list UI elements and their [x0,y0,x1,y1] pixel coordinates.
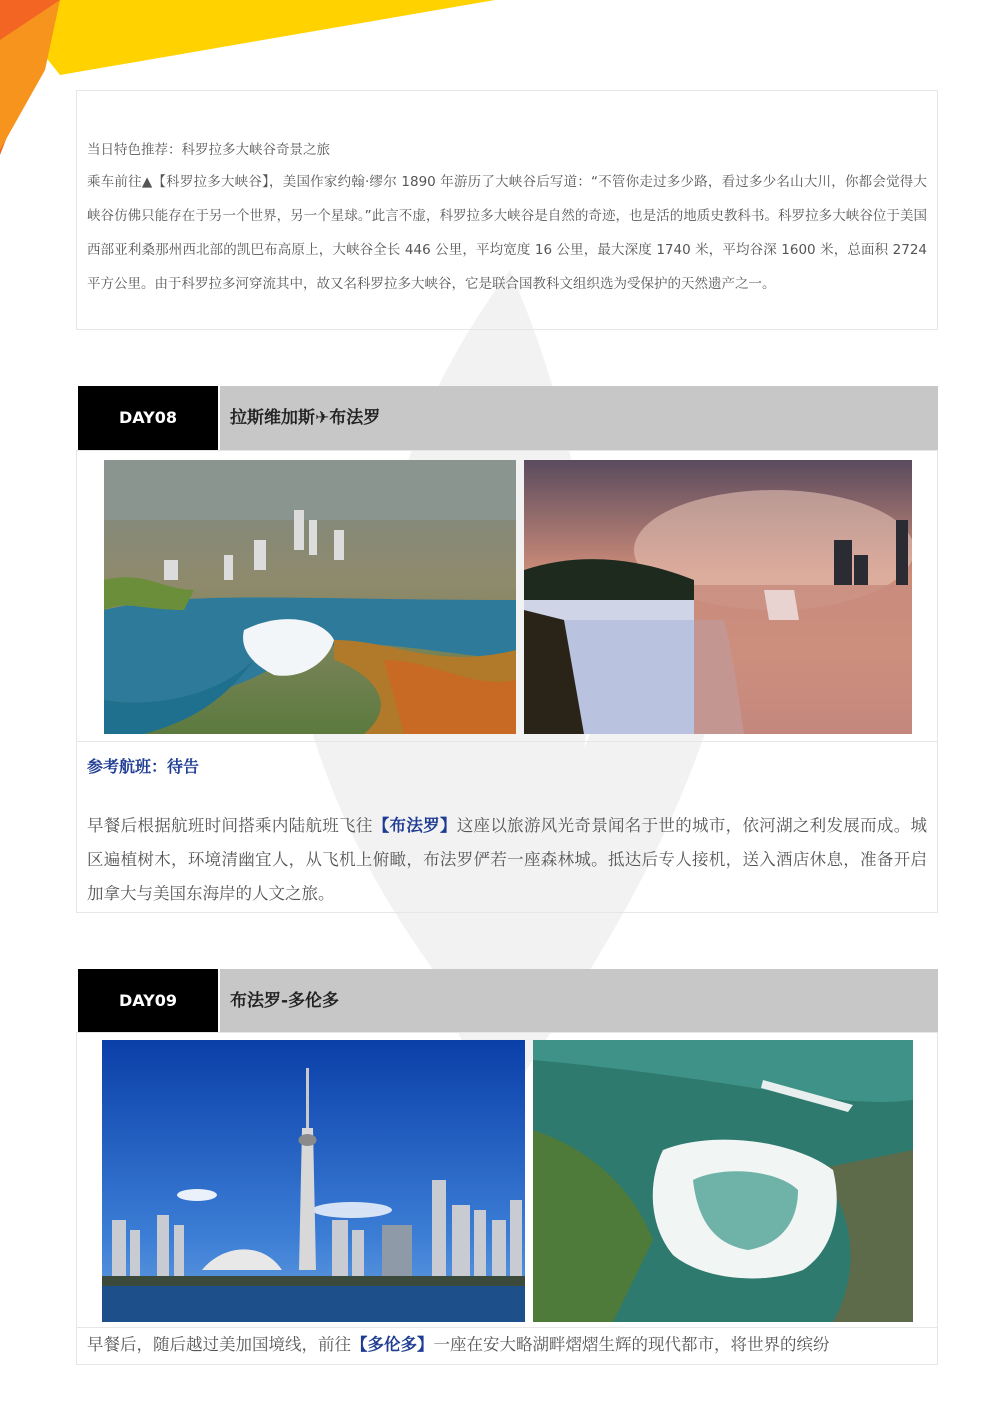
day09-highlight-toronto: 【多伦多】 [351,1335,434,1354]
day08-title: 拉斯维加斯✈布法罗 [220,386,938,450]
day08-text-before: 早餐后根据航班时间搭乘内陆航班飞往 [87,816,373,835]
day08-paragraph [87,809,927,911]
day08-text-after: 这座以旅游风光奇景闻名于世的城市，依河湖之利发展而成。城区遍植树木，环境清幽宜人，从飞机上俯瞰，布法罗俨若一座森林城。抵达后专人接机，送入酒店休息，准备开启加拿大与美国东海岸的人文之旅。 [87,816,928,903]
day08-photos [76,450,938,742]
horseshoe-falls-aerial-photo [533,1040,913,1322]
day09-label: DAY09 [78,969,218,1033]
day09-text-after: 一座在安大略湖畔熠熠生辉的现代都市，将世界的缤纷 [433,1335,830,1354]
intro-paragraph: 乘车前往▲【科罗拉多大峡谷】，美国作家约翰·缪尔 1890 年游历了大峡谷后写道：“不管你走过多少路，看过多少名山大川，你都会觉得大峡谷仿佛只能存在于另一个世界，另一个星球。”此言不虚，科罗拉多大峡谷是自然的奇迹，也是活的地质史教科书。科罗拉多大峡谷位于美国西部亚利桑那州西北部的凯巴布高原上，大峡谷全长 446 公里，平均宽度 16 公里，最大深度 1740 米，平均谷深 1600 米，总面积 2724 平方公里。由于科罗拉多河穿流其中，故又名科罗拉多大峡谷，它是联合国教科文组织选为受保护的天然遗产之一。 [87,174,927,292]
day08-label: DAY08 [78,386,218,450]
recommend-line: 当日特色推荐：科罗拉多大峡谷奇景之旅 [87,142,330,158]
day09-paragraph [87,1328,927,1362]
day09-text-before: 早餐后，随后越过美加国境线，前往 [87,1335,351,1354]
niagara-aerial-photo [104,460,516,734]
day08-flight: 参考航班：待告 [87,757,200,776]
day08-text-section [76,741,938,913]
day09-header [78,969,938,1033]
day08-highlight-buffalo: 【布法罗】 [372,816,457,835]
day08-header [78,386,938,450]
day09-text-section [76,1327,938,1365]
niagara-sunset-photo [524,460,912,734]
day09-photos [76,1032,938,1328]
day09-title: 布法罗-多伦多 [220,969,938,1033]
intro-section [76,90,938,330]
toronto-skyline-photo [102,1040,525,1322]
